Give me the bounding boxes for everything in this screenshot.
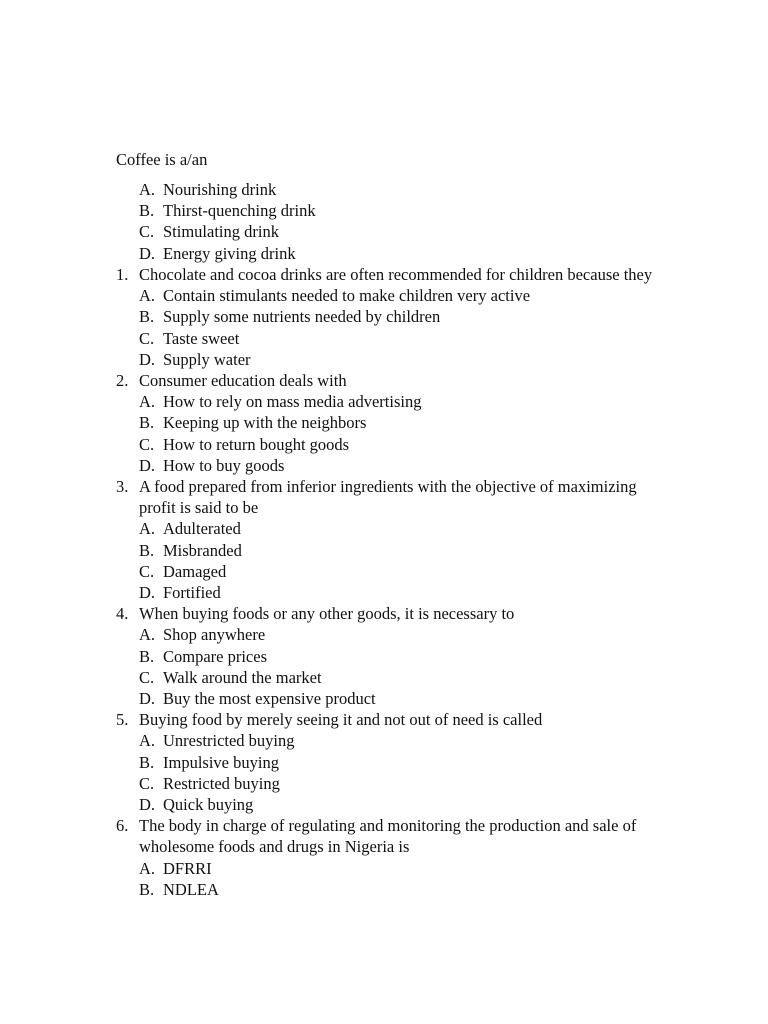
option-c (139, 221, 316, 242)
option-text: Taste sweet (163, 328, 240, 348)
option-letter: A. (139, 180, 156, 199)
options-list (139, 518, 676, 603)
option-b (139, 752, 676, 773)
option-letter: C. (139, 773, 155, 793)
option-letter: B. (139, 540, 155, 560)
option-c (139, 561, 676, 582)
question-number: 2. (116, 371, 129, 391)
option-letter: A. (139, 858, 156, 878)
option-text: How to buy goods (163, 455, 285, 475)
question-text: When buying foods or any other goods, it is necessary to (139, 604, 515, 624)
option-b (139, 200, 316, 221)
option-c (139, 667, 676, 688)
option-text: How to return bought goods (163, 434, 350, 454)
option-a (139, 730, 676, 751)
options-list (139, 730, 676, 815)
option-a (139, 624, 676, 645)
option-text: Impulsive buying (163, 752, 279, 772)
question-list (116, 264, 676, 900)
option-d (139, 243, 316, 264)
question-1 (116, 264, 676, 370)
option-b (139, 646, 676, 667)
options-list (139, 858, 676, 900)
option-text: Keeping up with the neighbors (163, 413, 367, 433)
option-letter: C. (139, 222, 155, 242)
option-letter: B. (139, 879, 155, 899)
option-text: Adulterated (163, 519, 241, 539)
question-number: 3. (116, 477, 129, 497)
option-text: Unrestricted buying (163, 731, 295, 751)
option-letter: B. (139, 752, 155, 772)
option-letter: C. (139, 434, 155, 454)
option-text: Misbranded (163, 540, 242, 560)
option-letter: B. (139, 646, 155, 666)
question-3 (116, 476, 676, 603)
options-list (139, 391, 676, 476)
option-d (139, 349, 676, 370)
option-letter: B. (139, 307, 155, 327)
option-letter: A. (139, 392, 156, 412)
option-text: Buy the most expensive product (163, 689, 376, 709)
question-number: 6. (116, 816, 129, 836)
option-text: Compare prices (163, 646, 268, 666)
option-b (139, 879, 676, 900)
question-text: The body in charge of regulating and monitoring the production and sale of wholesome foods and drugs in Nigeria is (139, 816, 637, 857)
option-letter: B. (139, 201, 155, 221)
question-number: 5. (116, 710, 129, 730)
option-text: How to rely on mass media advertising (163, 392, 422, 412)
question-4 (116, 603, 676, 709)
option-letter: A. (139, 625, 156, 645)
option-b (139, 412, 676, 433)
option-text: Stimulating drink (163, 222, 279, 242)
option-a (139, 285, 676, 306)
question-text: Consumer education deals with (139, 371, 347, 391)
question-text: Chocolate and cocoa drinks are often recommended for children because they (139, 265, 653, 284)
options-list (139, 285, 676, 370)
option-text: Restricted buying (163, 773, 280, 793)
option-letter: C. (139, 328, 155, 348)
question-6 (116, 815, 676, 900)
option-letter: D. (139, 583, 156, 603)
option-text: Shop anywhere (163, 625, 266, 645)
option-letter: C. (139, 667, 155, 687)
option-text: Supply some nutrients needed by children (163, 307, 441, 327)
option-text: NDLEA (163, 879, 219, 899)
option-b (139, 306, 676, 327)
option-text: DFRRI (163, 858, 212, 878)
option-c (139, 773, 676, 794)
option-text: Supply water (163, 349, 251, 369)
option-text: Fortified (163, 583, 221, 603)
option-text: Contain stimulants needed to make children very active (163, 286, 531, 306)
option-letter: A. (139, 519, 156, 539)
option-text: Damaged (163, 561, 227, 581)
option-text: Walk around the market (163, 667, 322, 687)
option-letter: A. (139, 286, 156, 306)
option-letter: D. (139, 349, 156, 369)
question-text: A food prepared from inferior ingredients with the objective of maximizing profit is said to be (139, 477, 637, 518)
option-letter: D. (139, 243, 156, 263)
option-a (139, 858, 676, 879)
option-d (139, 455, 676, 476)
option-a (139, 518, 676, 539)
option-c (139, 434, 676, 455)
option-letter: A. (139, 731, 156, 751)
option-text: Nourishing drink (163, 180, 277, 199)
option-d (139, 794, 676, 815)
question-2 (116, 370, 676, 476)
option-letter: D. (139, 455, 156, 475)
option-text: Quick buying (163, 795, 254, 815)
option-a (139, 179, 316, 200)
intro-question-stem: Coffee is a/an (116, 150, 208, 169)
option-text: Energy giving drink (163, 243, 296, 263)
option-letter: D. (139, 689, 156, 709)
option-c (139, 328, 676, 349)
option-letter: C. (139, 561, 155, 581)
option-letter: B. (139, 413, 155, 433)
question-text: Buying food by merely seeing it and not out of need is called (139, 710, 543, 730)
option-a (139, 391, 676, 412)
question-5 (116, 709, 676, 815)
option-d (139, 688, 676, 709)
question-number: 1. (116, 265, 129, 284)
option-d (139, 582, 676, 603)
intro-options-list (139, 179, 316, 264)
option-letter: D. (139, 795, 156, 815)
question-number: 4. (116, 604, 129, 624)
options-list (139, 624, 676, 709)
option-b (139, 540, 676, 561)
option-text: Thirst-quenching drink (163, 201, 316, 221)
